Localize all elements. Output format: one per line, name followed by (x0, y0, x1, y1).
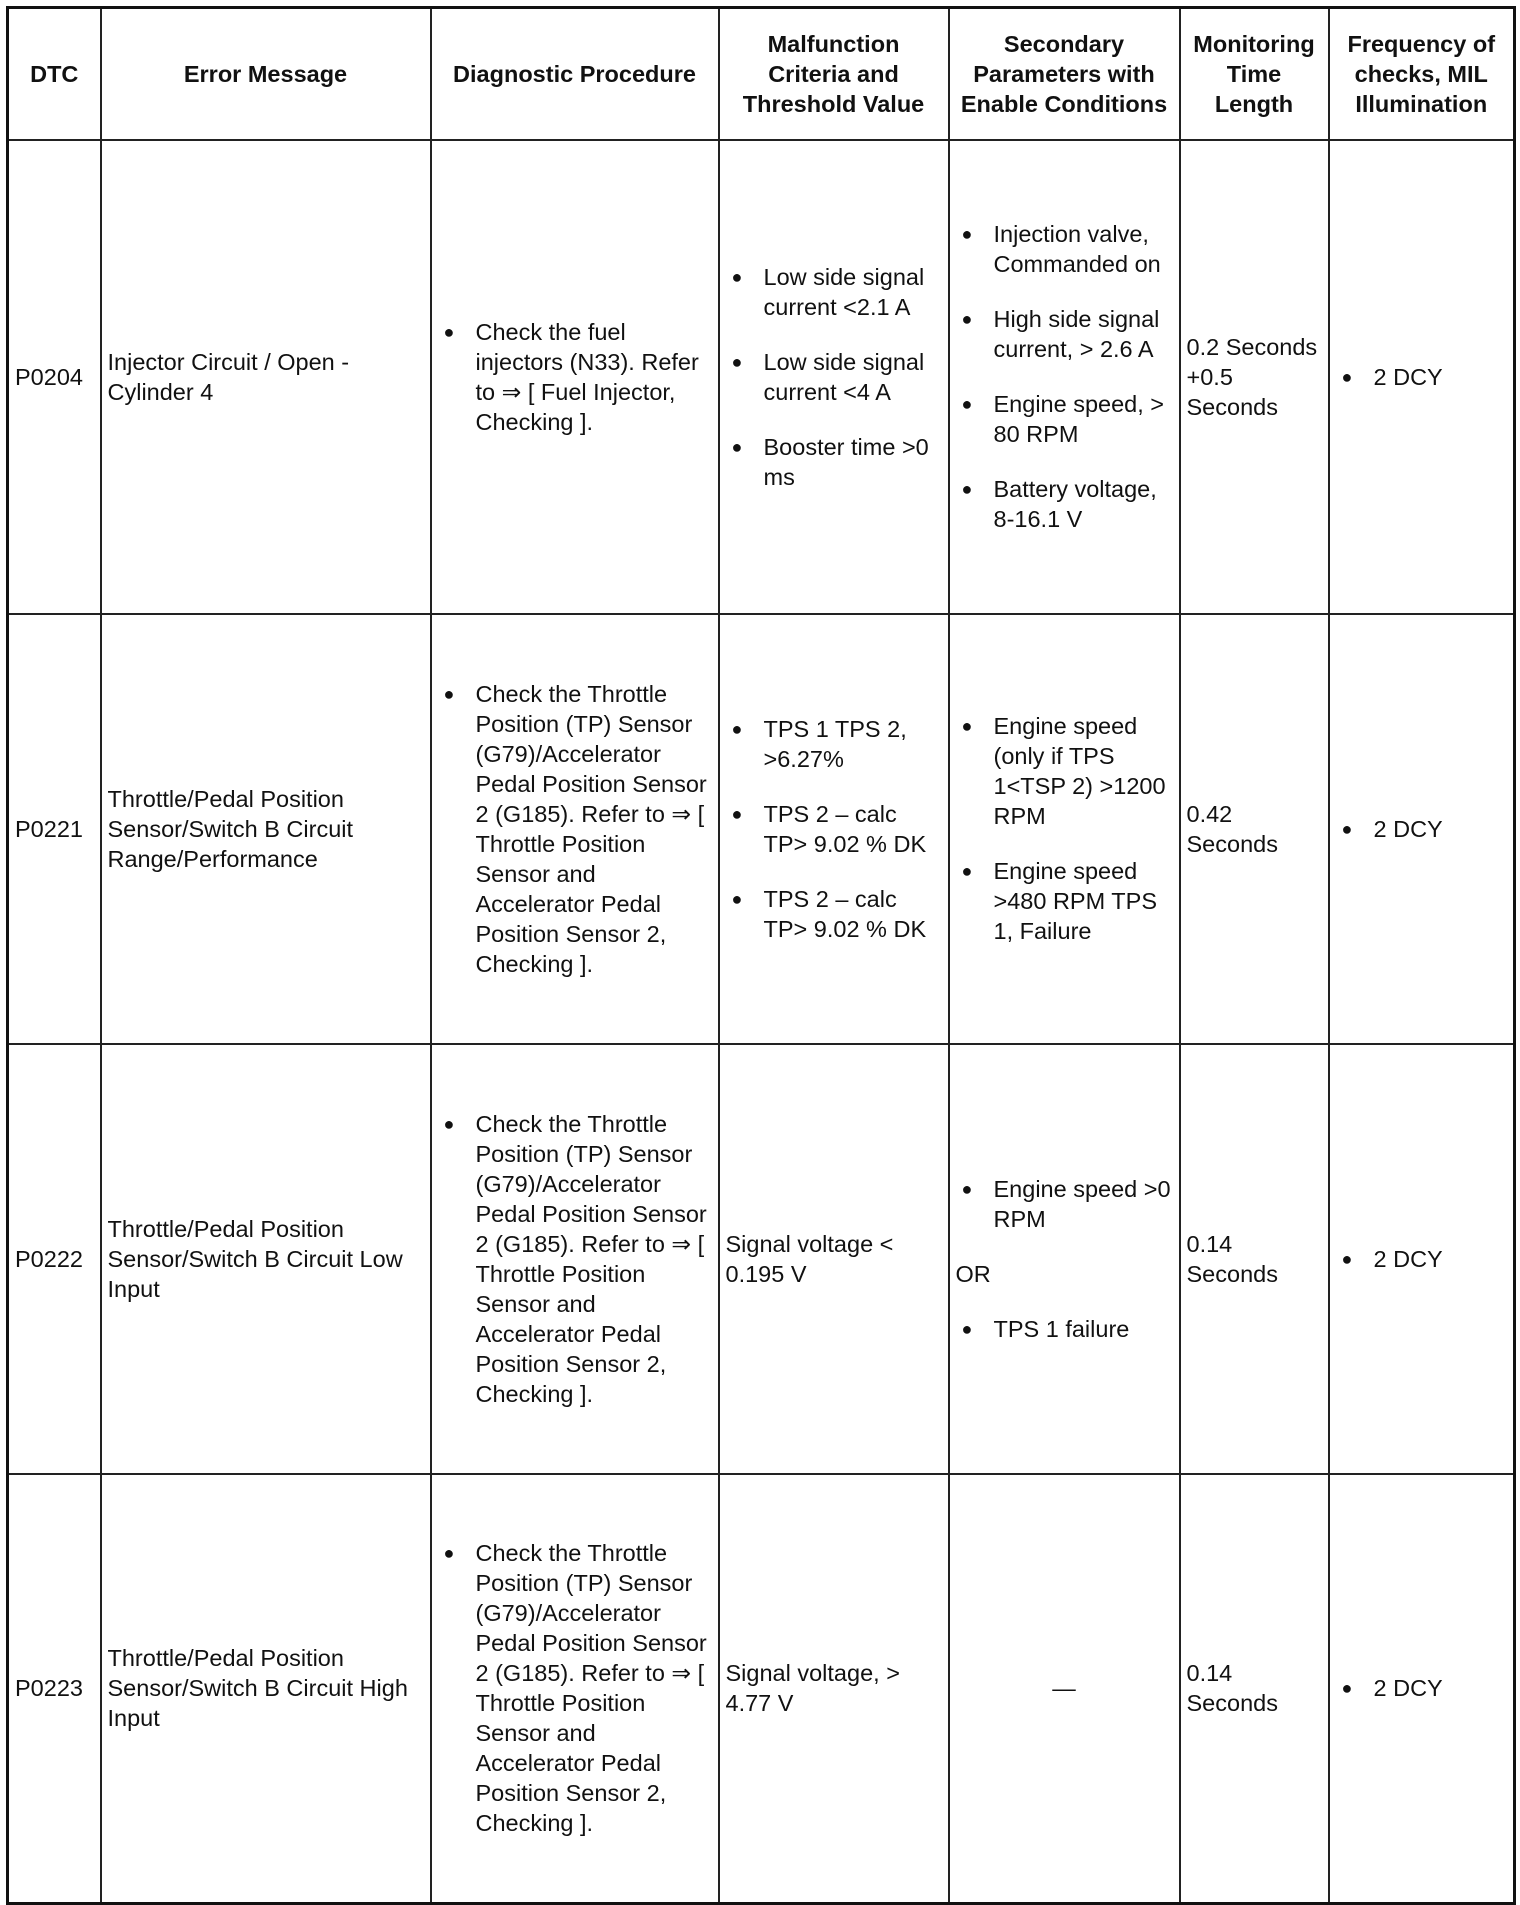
diagnostic-procedure (431, 1044, 719, 1474)
dtc-code: P0204 (8, 140, 101, 614)
malfunction-criteria (719, 614, 949, 1044)
monitoring-time: 0.42 Seconds (1180, 614, 1329, 1044)
criteria-item: ● TPS 1 TPS 2, >6.27% (726, 714, 942, 774)
header-malfunction-criteria: Malfunction Criteria and Threshold Value (719, 8, 949, 140)
frequency (1329, 1474, 1515, 1904)
secondary-parameters: — (949, 1474, 1180, 1904)
malfunction-criteria: Signal voltage < 0.195 V (719, 1044, 949, 1474)
secondary-item: ● TPS 1 failure (956, 1314, 1173, 1344)
monitoring-time: 0.14 Seconds (1180, 1474, 1329, 1904)
frequency-item: ● 2 DCY (1336, 814, 1508, 844)
frequency-item: ● 2 DCY (1336, 1673, 1508, 1703)
table-row (8, 614, 1515, 1044)
frequency (1329, 140, 1515, 614)
error-message: Injector Circuit / Open - Cylinder 4 (101, 140, 431, 614)
diagnostic-procedure (431, 1474, 719, 1904)
diagnostic-procedure (431, 614, 719, 1044)
error-message: Throttle/Pedal Position Sensor/Switch B Circuit Range/Performance (101, 614, 431, 1044)
secondary-item: ● Engine speed (only if TPS 1<TSP 2) >1200 RPM (956, 711, 1173, 831)
malfunction-criteria (719, 140, 949, 614)
secondary-item: ● Engine speed >0 RPM (956, 1174, 1173, 1234)
procedure-item: ● Check the fuel injectors (N33). Refer to ⇒ [ Fuel Injector, Checking ]. (438, 317, 712, 437)
dtc-code: P0221 (8, 614, 101, 1044)
secondary-item: ● Battery voltage, 8-16.1 V (956, 474, 1173, 534)
table-row (8, 140, 1515, 614)
frequency (1329, 1044, 1515, 1474)
procedure-item: ● Check the Throttle Position (TP) Sensor (G79)/Accelerator Pedal Position Sensor 2 (G185). Refer to ⇒ [ Throttle Position Sensor and Accelerator Pedal Position Sensor 2, Checking ]. (438, 1109, 712, 1409)
dtc-code: P0223 (8, 1474, 101, 1904)
secondary-item: ● Injection valve, Commanded on (956, 219, 1173, 279)
or-separator: OR (955, 1260, 991, 1287)
header-secondary-parameters: Secondary Parameters with Enable Conditions (949, 8, 1180, 140)
dtc-code: P0222 (8, 1044, 101, 1474)
error-message: Throttle/Pedal Position Sensor/Switch B Circuit High Input (101, 1474, 431, 1904)
header-dtc: DTC (8, 8, 101, 140)
frequency-item: ● 2 DCY (1336, 362, 1508, 392)
frequency-item: ● 2 DCY (1336, 1244, 1508, 1274)
secondary-parameters (949, 1044, 1180, 1474)
secondary-parameters (949, 140, 1180, 614)
monitoring-time: 0.2 Seconds +0.5 Seconds (1180, 140, 1329, 614)
criteria-item: ● Low side signal current <4 A (726, 347, 942, 407)
procedure-item: ● Check the Throttle Position (TP) Sensor (G79)/Accelerator Pedal Position Sensor 2 (G185). Refer to ⇒ [ Throttle Position Sensor and Accelerator Pedal Position Sensor 2, Checking ]. (438, 679, 712, 979)
criteria-item: ● Booster time >0 ms (726, 432, 942, 492)
secondary-item: ● High side signal current, > 2.6 A (956, 304, 1173, 364)
dtc-table (6, 6, 1516, 1905)
malfunction-criteria: Signal voltage, > 4.77 V (719, 1474, 949, 1904)
procedure-item: ● Check the Throttle Position (TP) Sensor (G79)/Accelerator Pedal Position Sensor 2 (G185). Refer to ⇒ [ Throttle Position Sensor and Accelerator Pedal Position Sensor 2, Checking ]. (438, 1538, 712, 1838)
secondary-item: ● Engine speed, > 80 RPM (956, 389, 1173, 449)
table-row (8, 1474, 1515, 1904)
monitoring-time: 0.14 Seconds (1180, 1044, 1329, 1474)
frequency (1329, 614, 1515, 1044)
secondary-parameters (949, 614, 1180, 1044)
secondary-item: ● Engine speed >480 RPM TPS 1, Failure (956, 856, 1173, 946)
header-error-message: Error Message (101, 8, 431, 140)
error-message: Throttle/Pedal Position Sensor/Switch B Circuit Low Input (101, 1044, 431, 1474)
criteria-item: ● TPS 2 – calc TP> 9.02 % DK (726, 799, 942, 859)
header-diagnostic-procedure: Diagnostic Procedure (431, 8, 719, 140)
criteria-item: ● Low side signal current <2.1 A (726, 262, 942, 322)
diagnostic-procedure (431, 140, 719, 614)
header-monitoring-time: Monitoring Time Length (1180, 8, 1329, 140)
table-row (8, 1044, 1515, 1474)
header-row (8, 8, 1515, 140)
criteria-item: ● TPS 2 – calc TP> 9.02 % DK (726, 884, 942, 944)
header-frequency: Frequency of checks, MIL Illumination (1329, 8, 1515, 140)
